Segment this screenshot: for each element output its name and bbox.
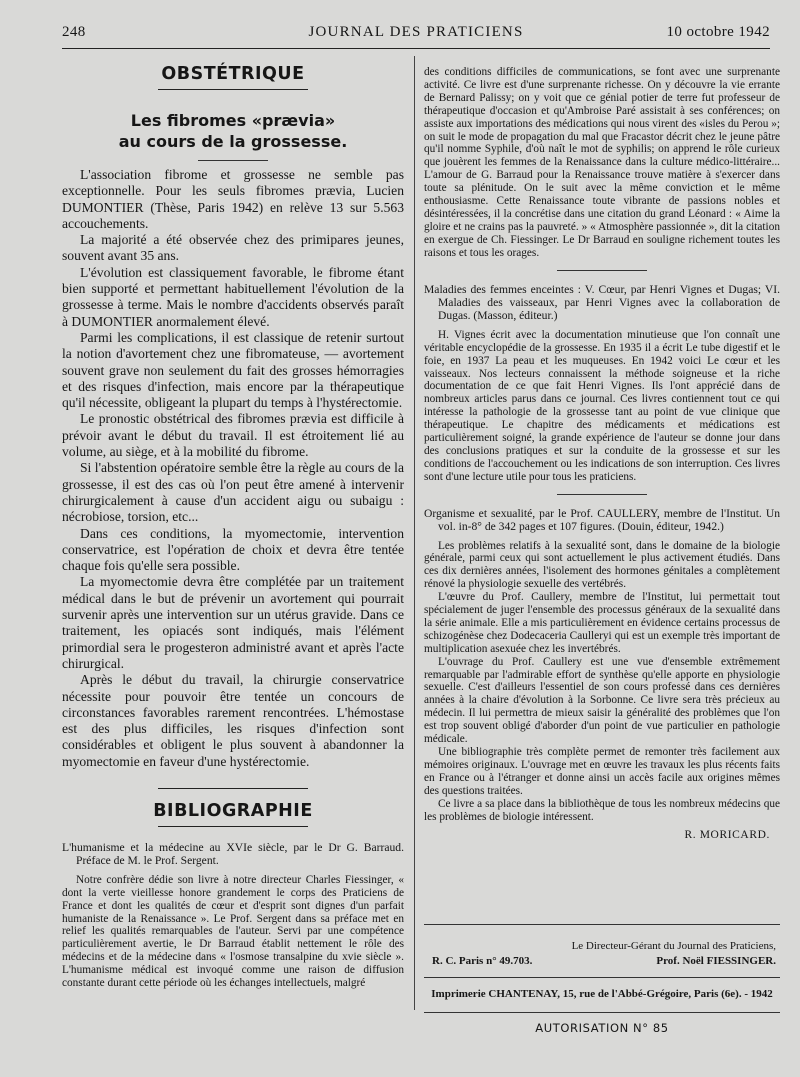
footer-rule: [424, 1012, 780, 1013]
book1-heading: L'humanisme et la médecine au XVIe siècle, par le Dr G. Barraud. Préface de M. le Prof. Sergent.: [62, 840, 404, 868]
header-rule: [62, 48, 770, 49]
obstetrique-section-title: OBSTÉTRIQUE: [161, 64, 305, 84]
book1-continued: des conditions difficiles de communications, se font avec une surprenante activité. Ce livre est d'une surprenante richesse. On y découvre la vie errante de Bernard Palissy; on y voit que ce génial potier de terre fut professeur de thérapeutique d'occasion et qu'Ambroise Paré assistait à ses conférences; on assiste aux importations des médications qui nous virent des «isles du Perou »; on suit le mode de propagation du mal que Fracastor décrit chez le jeune pâtre qu'il nomme Syphile, d'où naît le mot de syphilis; on apprend le rôle curieux que jouèrent les femmes de la Renaissance dans la culture médico-littéraire... L'amour de G. Barraud pour la Renaissance trouve matière à s'exercer dans toute sa plénitude. On le suit avec la même conviction et le même enthousiasme. Cette Renaissance toute vibrante de passions nobles et désintéressées, il la concrétise dans une citation du grand Léonard : « Aime la gloire et ne crains pas la pauvreté. » « Atmosphère passionnée », dit la citation en exergue de Ch. Fiessinger. Le Dr Barraud en souligne richement toutes les raisons et tous les orages.: [424, 66, 780, 259]
obstetrique-paragraph: L'association fibrome et grossesse ne semble pas exceptionnelle. Pour les seuls fibromes prævia, Lucien DUMONTIER (Thèse, Paris 1942) en relève 13 sur 5.563 accouchements.: [62, 167, 404, 231]
obstetrique-paragraph: La myomectomie devra être complétée par un traitement médical dans le but de prévenir un avortement qui pourrait survenir après une intervention sur un utérus gravide. Dans ce traitement, les opiacés sont indiqués, mais l'élément primordial sera le progesteron administré avant et après l'acte chirurgical.: [62, 574, 404, 671]
book2-body: H. Vignes écrit avec la documentation minutieuse que l'on connaît une véritable encyclopédie de la grossesse. En 1935 il a écrit Le tube digestif et le foie, en 1937 La peau et les muqueuses. En 1942 voici Le cœur et les vaisseaux. Nos lecteurs connaissent la méthode soigneuse et la riche documentation de ce que fait Henri Vignes. Ils l'ont apprécié dans de nombreux articles parus dans ce journal. Ces livres contiennent tout ce qui intéresse la pathologie de la grossesse tant au point de vue clinique que thérapeutique. Le chapitre des médicaments et médications est particulièrement soigné, la grande expérience de l'auteur se donne jour dans des conclusions pratiques et sur la conduite de la grossesse et sur les conditions de l'accouchement ou les indications de son interruption. Ces livres sont d'une lecture utile pour tous les praticiens.: [424, 328, 780, 483]
footer: [424, 924, 780, 1035]
book1-body: Notre confrère dédie son livre à notre directeur Charles Fiessinger, « dont la verte vieillesse honore grandement le corps des Praticiens de France et dont les qualités de cœur et d'esprit sont dignes d'un parfait humaniste de la Renaissance ». Le Prof. Sergent dans sa préface met en relief les qualités remarquables de l'auteur. Servi par une compétence particulièrement avertie, le Dr Barraud établit nettement le rôle des médecins et de la médecine dans « l'osmose transalpine du xvie siècle ». L'humanisme médical est invoqué comme une raison de diffusion constante durant cette période où les échanges intellectuels, malgré: [62, 873, 404, 990]
column-divider: [414, 56, 415, 1010]
book3-paragraph: L'ouvrage du Prof. Caullery est une vue d'ensemble extrêmement remarquable par l'admirable effort de synthèse qu'elle apporte en physiologie sexuelle. C'est d'ailleurs l'essentiel de son cours professé dans ces dernières années à la chaire d'évolution à la Sorbonne. Ce livre sera très précieux au médecin. Il lui permettra de mieux saisir la généralité des problèmes que l'on est trop souvent obligé d'aborder d'un point de vue particulier en pathologie médicale.: [424, 655, 780, 746]
footer-rule: [424, 977, 780, 978]
obstetrique-paragraph: Après le début du travail, la chirurgie conservatrice nécessite pour pouvoir être tentée un concours de circonstances favorables rarement rencontrées. L'hémostase est des plus difficiles, les risques d'infection sont considérables et obligent le plus souvent à abandonner la myomectomie en faveur d'une hystérectomie.: [62, 672, 404, 769]
article-title-line2: au cours de la grossesse.: [118, 132, 348, 151]
registration-line: [424, 954, 780, 969]
book3-paragraph: L'œuvre du Prof. Caullery, membre de l'Institut, lui permettait tout spécialement de juger l'ensemble des processus généraux de la sexualité dans la série animale. Elle a mis particulièrement en évidence certains processus de schizogénèse chez Dodecaceria Caulleryi qui est un exemple très important de multiplication asexuée chez les invertébrés.: [424, 591, 780, 655]
book1-review: [62, 841, 404, 990]
running-head: [62, 24, 770, 44]
obstetrique-paragraph: L'évolution est classiquement favorable, le fibrome étant bien supporté et permettant habituellement l'évolution de la grossesse à terme. Mais le nombre d'accidents observés paraît à DUMONTIER anormalement élevé.: [62, 264, 404, 329]
obstetrique-paragraph: La majorité a été observée chez des primipares jeunes, souvent avant 35 ans.: [62, 232, 404, 264]
obstetrique-paragraph: Si l'abstention opératoire semble être la règle au cours de la grossesse, il est des cas où l'on peut être amené à intervenir chirurgicalement à cause d'un accident aigu ou subaigu : nécrobiose, torsion, etc...: [62, 460, 404, 525]
obstetrique-paragraph: Dans ces conditions, la myomectomie, intervention conservatrice, est l'opération de choix et devra être tentée chaque fois qu'elle sera possible.: [62, 525, 404, 574]
rc-number: R. C. Paris n° 49.703.: [432, 955, 533, 967]
review-separator: [557, 494, 647, 495]
printer-imprint: Imprimerie CHANTENAY, 15, rue de l'Abbé-Grégoire, Paris (6e). - 1942: [431, 988, 773, 1000]
book3-paragraph: Une bibliographie très complète permet de remonter très facilement aux mémoires originaux. L'ouvrage met en œuvre les travaux les plus récents faits en France ou à l'étranger et donne ainsi un accès facile aux origines mêmes des questions traitées.: [424, 746, 780, 797]
obstetrique-paragraph: Le pronostic obstétrical des fibromes prævia est difficile à prévoir avant le début du travail. Il est étroitement lié au volume, au siège, et à la mobilité du fibrome.: [62, 411, 404, 460]
authorisation-number: AUTORISATION N° 85: [535, 1021, 669, 1035]
article-title-line1: Les fibromes «prævia»: [130, 111, 336, 130]
left-column: [62, 58, 404, 990]
footer-rule: [424, 924, 780, 925]
bibliographie-section-title: BIBLIOGRAPHIE: [153, 800, 313, 821]
director-name: Prof. Noël FIESSINGER.: [656, 955, 776, 967]
book3-paragraph: Ce livre a sa place dans la bibliothèque de tous les nombreux médecins que les problèmes de biologie intéressent.: [424, 797, 780, 823]
book3-heading: Organisme et sexualité, par le Prof. CAULLERY, membre de l'Institut. Un vol. in-8° de 342 pages et 107 figures. (Douin, éditeur, 1942.): [424, 506, 780, 534]
obstetrique-article-body: [62, 167, 404, 770]
right-column: [424, 66, 780, 841]
review-signature: R. MORICARD.: [684, 829, 770, 842]
issue-date: 10 octobre 1942: [666, 24, 770, 40]
journal-title: JOURNAL DES PRATICIENS: [308, 24, 524, 40]
article-title: [62, 110, 404, 152]
obstetrique-paragraph: Parmi les complications, il est classique de retenir surtout la notion d'avortement chez une fibromateuse, — avortement souvent grave non seulement du fait des grosses hémorragies et des risques d'infection, mais encore par la thérapeutique qu'il nécessite, obligeant la plupart du temps à l'hystérectomie.: [62, 329, 404, 411]
article-underline: [198, 160, 268, 161]
review-separator: [557, 270, 647, 271]
page-number: 248: [62, 24, 86, 40]
section-underline: [158, 89, 308, 90]
book3-paragraph: Les problèmes relatifs à la sexualité sont, dans le domaine de la biologie générale, parmi ceux qui sont actuellement le plus activement étudiés. Dans ces dix dernières années, l'isolement des hormones génitales a complètement rénové la physiologie sexuelle des vertébrés.: [424, 539, 780, 591]
book2-heading: Maladies des femmes enceintes : V. Cœur, par Henri Vignes et Dugas; VI. Maladies des vaisseaux, par Henri Vignes avec la collaboration de Dugas. (Masson, éditeur.): [424, 282, 780, 323]
section-separator: [158, 788, 308, 789]
section-underline: [158, 826, 308, 827]
director-line: Le Directeur-Gérant du Journal des Praticiens,: [571, 940, 776, 952]
